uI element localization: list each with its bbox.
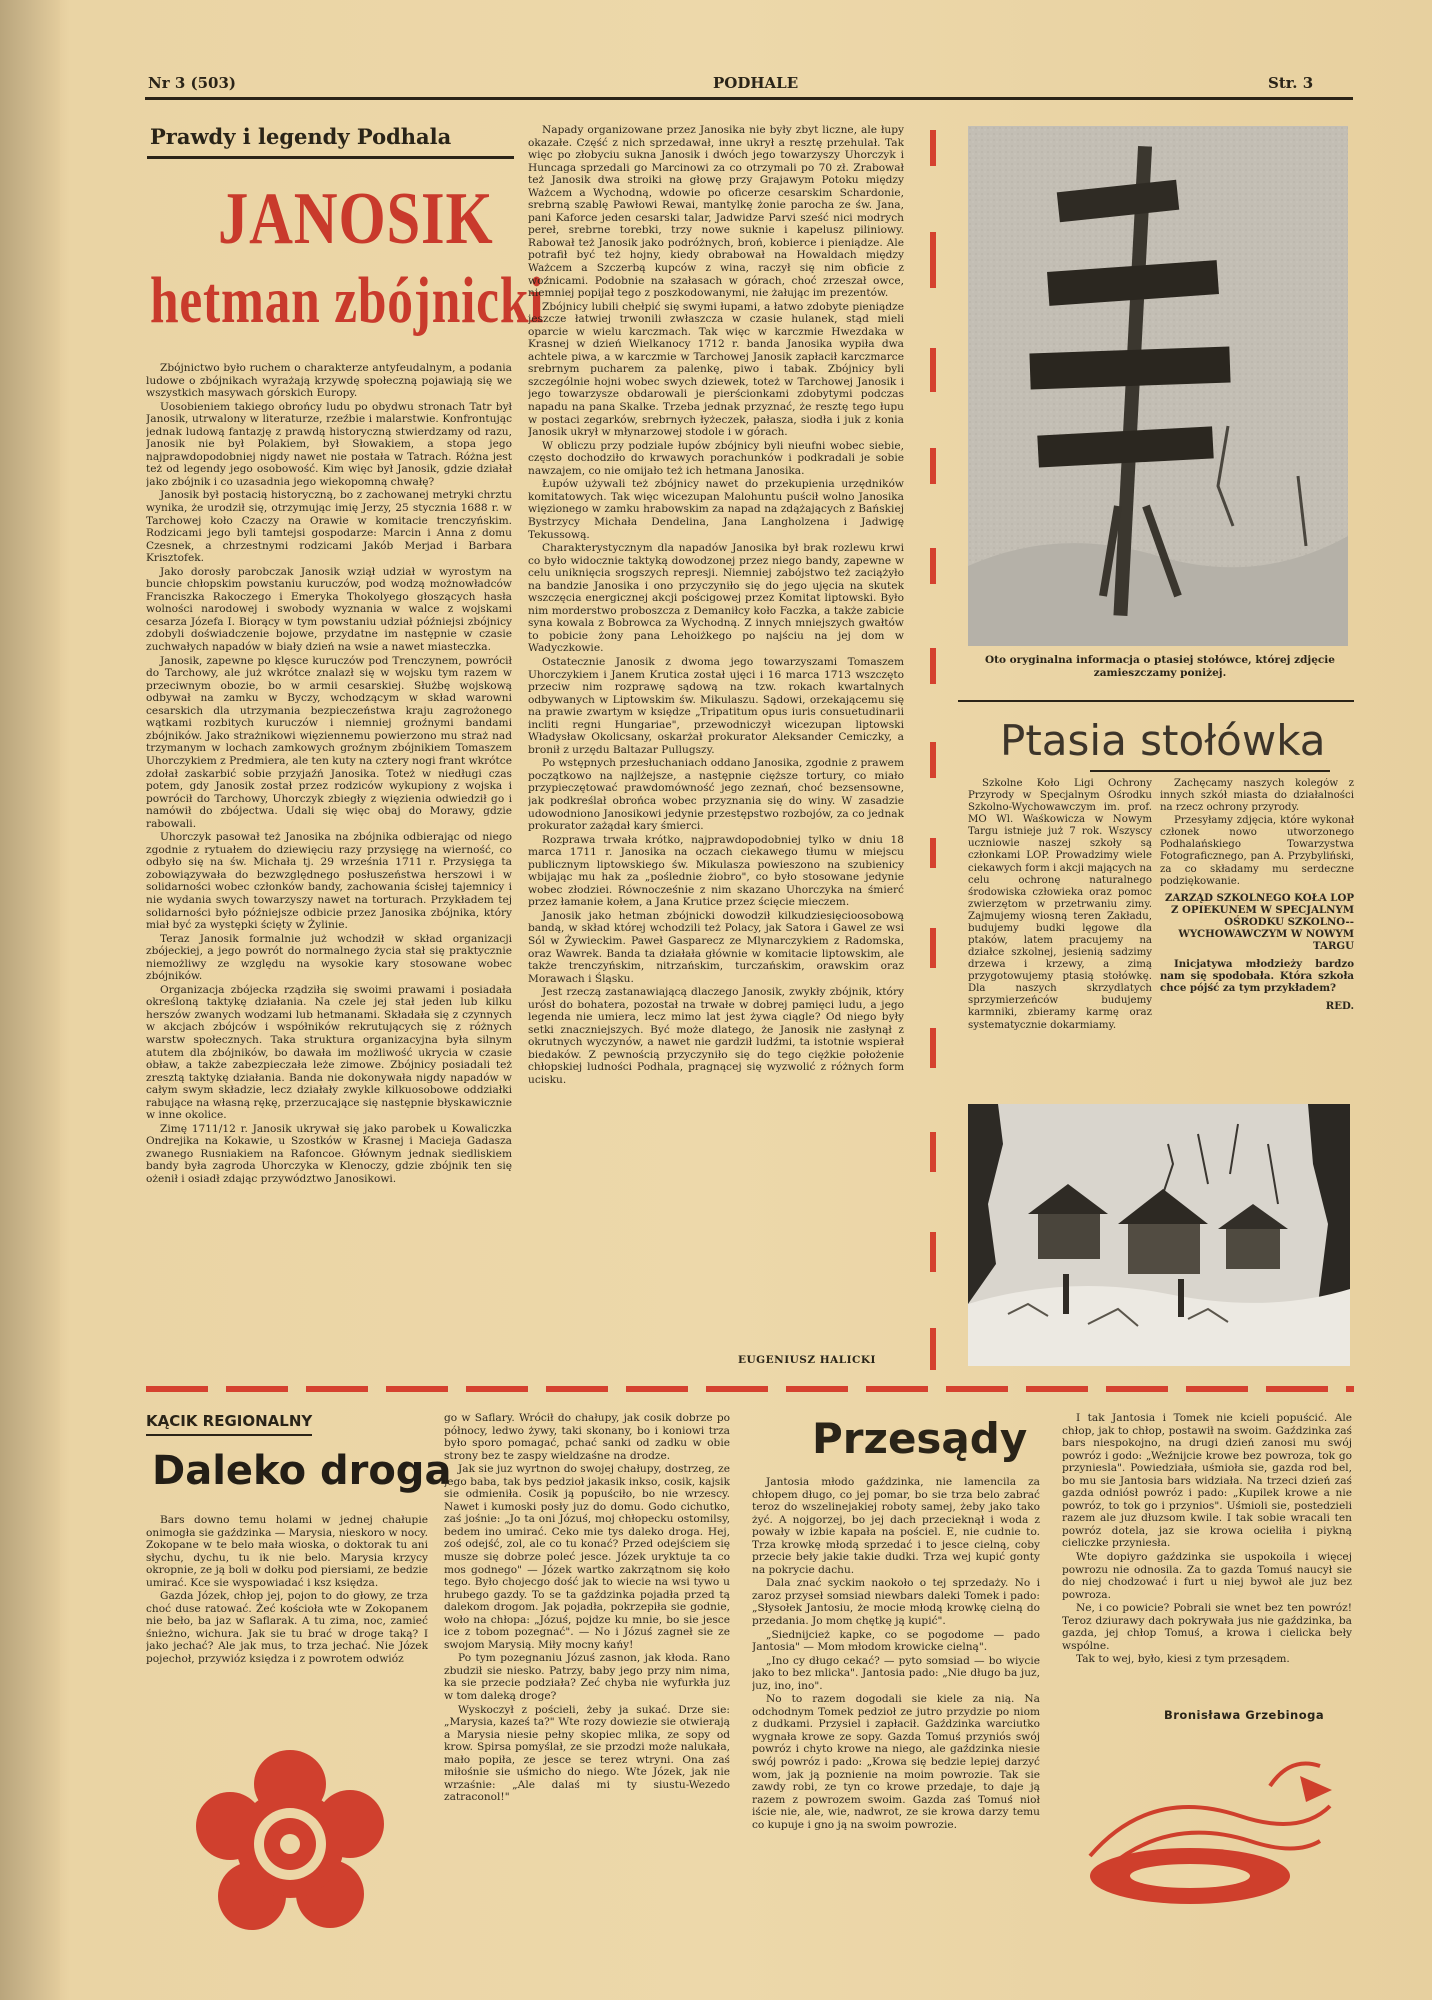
winter-village-illustration [968,1104,1350,1366]
red-dashed-divider [146,1386,1354,1392]
daleko-column-2 [444,1412,730,1852]
paragraph: Uhorczyk pasował też Janosika na zbójnika odbierając od niego zgodnie z rytuałem do dziewięciu razy przysięgę na wierność, co odbyło się na św. Michała tj. 29 września 1711 r. Przysięga ta zobowiązywała do bezwzględnego posłuszeństwa herszowi i w solidarności wobec członków bandy, zachowania ścisłej tajemnicy i nie wydania swych towarzyszy nawet na torturach. Przykładem tej solidarności było późniejsze odbicie przez Janosika zbójnika, który miał być za występki ścięty w Żylinie. [146,831,512,932]
paragraph: Janosik był postacią historyczną, bo z zachowanej metryki chrztu wynika, że urodził się, otrzymując imię Jerzy, 25 stycznia 1688 r. w Tarchowej koło Czaczy na Orawie w komitacie trenczyńskim. Rodzicami jego byli tamtejsi gospodarze: Marcin i Anna z domu Czesnek, a chrzestnymi rodzicami Jakób Merjad i Barbara Krisztofek. [146,489,512,565]
title-underline [1090,770,1330,772]
daleko-droga-title: Daleko droga [152,1448,452,1494]
janosik-title-line2: hetman zbójnicki [150,264,545,337]
header-rule [145,97,1353,100]
paragraph: Po tym pozegnaniu Józuś zasnon, jak kłoda. Rano zbudził sie niesko. Patrzy, baby jego przy nim nima, ka sie przecie podziała? Zeć chyba nie wyfurkła juz w tom daleką droge? [444,1652,730,1703]
red-divider [930,130,936,166]
regional-corner-label: KĄCIK REGIONALNY [146,1412,313,1430]
binding-spine [0,0,60,2000]
janosik-title-line1: JANOSIK [218,178,494,260]
paragraph: Wyskoczył z pościeli, żeby ja sukać. Drze sie: „Marysia, kaześ ta?" Wte rozy dowiezie sie otwierają a Marysia niesie pełny skopiec mlika, ze sopy od krow. Spirsa pomyślał, ze sie przodzi może nalukała, mało popiła, ze jesce se terez wtryni. Ona zaś miłośnie sie uśmicho do niego. Wte Józek, jak nie wrzaśnie: „Ale dalaś mi ty siustu-Wezedo zatraconol!" [444,1703,730,1804]
paragraph: Gazda Józek, chłop jej, pojon to do głowy, ze trza choć duse ratować. Żeć kościoła wte w Zokopanem nie beło, ba jaz w Saflarak. A tu zima, noc, zamieć śnieżno, wichura. Jak sie tu brać w droge taką? I jako jechać? Ale jak mus, to trza jechać. Nie Józek pojechoł, przywióz księdza i z powrotem odwióz [146,1590,428,1666]
janosik-column-1 [146,362,512,1362]
photo-winter-village [968,1104,1350,1366]
przesady-column-2 [1062,1412,1352,1702]
janosik-author: EUGENIUSZ HALICKI [738,1354,876,1366]
label-underline [146,1434,312,1436]
ptasia-title: Ptasia stołówka [1000,716,1326,765]
przesady-title: Przesądy [812,1414,1028,1463]
janosik-column-2 [528,124,904,1344]
paragraph: I tak Jantosia i Tomek nie kcieli popuścić. Ale chłop, jak to chłop, postawił na swoim. Gaździnka zaś bars niespokojno, na drugi dzień zanosi mu swój powróz i godo: „Weźnijcie krowe bez powroza, tok go przyniesla". Powiedziała, uśmioła sie, gazda rod bel, bo mu sie Jantosia bars widziała. Na trzeci dzień zaś gazda odniósł powróz i pado: „Kupilek krowe a nie powróz, to tok go i przynios". Uśmioli sie, postedzieli razem ale juz dłuzsom kwile. I tak sobie wracali ten powróz dotela, jaz sie krowa ocieliła i piykną cieliczke przyniesła. [1062,1412,1352,1550]
paragraph: Dala znać syckim naokoło o tej sprzedaży. No i zaroz przyseł somsiad niewbars daleki Tomek i pado: „Słysołek Jantosiu, że mocie młodą krowkę cielną do przedania. Jo mom chętkę ją kupić". [752,1577,1040,1628]
przesady-author: Bronisława Grzebinoga [1164,1708,1325,1722]
red-divider [930,1132,936,1172]
paragraph: Napady organizowane przez Janosika nie były zbyt liczne, ale łupy okazałe. Część z nich sprzedawał, inne ukrył a resztę przehulał. Tak więc po złobyciu sukna Janosik i dwóch jego towarzyszy Uhorczyk i Huncaga sprzedali go Marcinowi za co otrzymali po 70 zł. Zrabował też Janosik dwa stroiki na głowę przy Grajawym Potoku między Ważcem a Wychodną, wdowie po oficerze cesarskim Schardonie, srebrną szablę Pawłowi Rewai, mantylkę żonie parocha ze św. Jana, pani Kaforce jeden cesarski talar, Jadwidze Parvi sześć nici modrych pereł, srebrne torebki, trzy nowe suknie i kapelusz piliniowy. Rabował też Janosik jako podróżnych, broń, kobierce i pieniądze. Ale potrafił być też hojny, kiedy obrabował na Howaldach między Ważcem a Szczerbą kupców z wina, raczył się nim obficie z woźnicami. Podobnie na szałasach w górach, choć zrzeszał owce, niemniej popijał tego z poszkodowanymi, nie żałując im prezentów. [528,124,904,300]
issue-number: Nr 3 (503) [148,74,237,92]
paragraph: Wte dopiyro gaździnka sie uspokoila i więcej powrozu nie odnosila. Za to gazda Tomuś naucył sie do niej chodzować i furt u niej bywoł ale juz bez powroza. [1062,1551,1352,1601]
red-divider [930,838,936,868]
paragraph: Szkolne Koło Ligi Ochrony Przyrody w Specjalnym Ośrodku Szkolno-Wychowawczym im. prof. MO Wl. Waśkowicza w Nowym Targu istnieje już 7 rok. Wszyscy uczniowie naszej szkoły są członkami LOP. Prowadzimy wiele ciekawych form i akcji mających na celu ochronę naturalnego środowiska człowieka oraz pomoc zwierzętom w przetrwaniu zimy. Zajmujemy wiosną teren Zakładu, budujemy budki lęgowe dla ptaków, latem pracujemy na działce szkolnej, jesienią sadzimy drzewa i krzewy, a zimą przygotowujemy ptasią stołówkę. Dla naszych skrzydlatych sprzymierzeńców budujemy karmniki, zbieramy karmę oraz systematycznie dokarmiamy. [968,778,1152,1031]
daleko-column-1 [146,1514,428,1742]
paper-name: PODHALE [713,74,799,92]
ptasia-column-2 [1160,778,1354,1098]
paragraph: Teraz Janosik formalnie już wchodził w skład organizacji zbójeckiej, a jego powrót do normalnego życia stał się praktycznie niemożliwy ze względu na wysokie kary stosowane wobec zbójników. [146,932,512,983]
red-divider [930,648,936,684]
ptasia-closing: Inicjatywa młodzieży bardzo nam się spodobała. Która szkoła chce pójść za tym przykładem? [1160,958,1354,995]
ptasia-column-1 [968,778,1152,1098]
paragraph: Jako dorosły parobczak Janosik wziął udział w wyrostym na buncie chłopskim powstaniu kuruczów, pod wodzą możnowładców Franciszka Rakoczego i Emeryka Thokolyego głoszących hasła wolności narodowej i swobody wyznania w walce z wojskami cesarza Józefa I. Biorący w tym powstaniu udział późniejsi zbójnicy zdobyli doświadczenie bojowe, przydatne im następnie w czasie zuchwałych napadów w biały dzień na wsie a nawet miasteczka. [146,565,512,654]
paragraph: Łupów używali też zbójnicy nawet do przekupienia urzędników komitatowych. Tak więc wicezupan Malohuntu puścił wolno Janosika więzionego w zamku hrabowskim za napad na zdążających z Bańskiej Bystrzycy Michała Dendelina, Jana Langholzena i Jadwigę Tekussową. [528,478,904,541]
red-flower-ornament [190,1744,390,1944]
red-divider [930,232,936,288]
red-ornament-swirl [1070,1746,1350,1916]
red-divider [930,928,936,968]
paragraph: Janosik jako hetman zbójnicki dowodził kilkudziesięcioosobową bandą, w skład której wchodzili też Polacy, jak Satora i Gawel ze wsi Sól w Żywieckim. Paweł Gasparecz ze Mlynarczykiem z Radomska, oraz Wawrek. Banda ta działała głównie w komitacie liptowskim, ale także trenczyńskim, nitrzańskim, turczańskim, orawskim oraz Morawach i Śląsku. [528,909,904,985]
photo-caption: Oto oryginalna informacja o ptasiej stołówce, której zdjęcie zamieszczamy poniżej. [985,654,1335,680]
paragraph: No to razem dogodali sie kiele za nią. Na odchodnym Tomek pedzioł ze jutro przydzie po niom z dudkami. Przysiel i zapłacił. Gaździnka warciutko wygnała krowe ze sopy. Gazda Tomuś przyniós swój powróz i chyto krowe na niego, ale gaździnka niesie swój powróz i pado: „Krowa się bedzie lepiej darzyć wom, jak ją poznienie na moim powrozie. Tak sie zawdy robi, ze tyn co krowe przedaje, to daje ją razem z powrozem swoim. Gazda zaś Tomuś nioł iście nie, ale, wie, nadwrot, ze sie krowa darzy temu co kupuje i gno ją na swoim powrozie. [752,1693,1040,1831]
paragraph: Przesyłamy zdjęcia, które wykonał członek nowo utworzonego Podhalańskiego Towarzystwa Fotograficznego, pan A. Przybyliński, za co składamy mu serdeczne podziękowanie. [1160,815,1354,887]
section-rule [958,700,1354,702]
paragraph: Charakterystycznym dla napadów Janosika był brak rozlewu krwi co było widocznie taktyką dowodzonej przez niego bandy, zapewne w celu uniknięcia srogszych represji. Niemniej zabójstwo też zaciążyło na bandzie Janosika i ono przyczyniło się do jego ujęcia na skutek wszczęcia energicznej akcji pościgowej przez Komitat liptowski. Było nim morderstwo proboszcza z Demaniłcy koło Faczka, a także zabicie syna kowala z Bobrowca za Wychodną. Z innych mniejszych gwałtów to pobicie żony pana Lehoiżkego po najściu na jej dom w Wadyczkowie. [528,542,904,655]
paragraph: Zimę 1711/12 r. Janosik ukrywał się jako parobek u Kowaliczka Ondrejika na Kokawie, u Szostków w Krasnej i Macieja Gadasza zwanego Rusniakiem na Rafoncoe. Głównym jednak siedliskiem bandy była zagroda Uhorczyka w Klenoczy, gdzie zbójnik ten się ożenił i osiadł zdając przywództwo Janosikowi. [146,1122,512,1185]
paragraph: Jest rzeczą zastanawiającą dlaczego Janosik, zwykły zbójnik, który urósł do bohatera, pozostał na trwałe w dobrej pamięci ludu, a jego legenda nie umiera, lecz mimo lat jest żywa ciągle? Od niego były setki znaczniejszych. Być może dlatego, że Janosik nie zasłynął z okrutnych wyczynów, a nawet nie gardził ludźmi, ta istotnie wspierał biedaków. Z pewnością przyczyniło się do tego ciężkie położenie chłopskiej ludności Podhala, pragnącej się wyzwolić z różnych form ucisku. [528,986,904,1087]
paragraph: Zbójnictwo było ruchem o charakterze antyfeudalnym, a podania ludowe o zbójnikach wyrażają krzywdę społeczną pojawiają się we wszystkich masywach górskich Europy. [146,362,512,400]
paragraph: Jantosia młodo gaździnka, nie lamencila za chłopem długo, co jej pomar, bo sie trza belo zabrać teroz do wszelinejakiej roboty samej, żeby jako tako żyć. A nojgorzej, bo jej dach przecieknął i woda z powały w izbie kapała na pościel. E, nie cudnie to. Trza krowkę młodą sprzedać i to jesce cielną, coby przecie beły jakie takie dudki. Trza wej kupić gonty na pokrycie dachu. [752,1476,1040,1576]
paragraph: Tak to wej, było, kiesi z tym przesądem. [1076,1653,1290,1666]
paragraph: Zbójnicy lubili chełpić się swymi łupami, a łatwo zdobyte pieniądze jeszcze łatwiej trwonili zwłaszcza w czasie hulanek, stąd mieli oparcie w wielu karczmach. Tak więc w karczmie Hwezdaka w Krasnej w dzień Wielkanocy 1712 r. banda Janosika wypiła dwa achtele piwa, a w karczmie w Tarchowej Janosik zapłacił karczmarce srebrnym pucharem za palenkę, piwo i tabak. Zbójnicy byli szczególnie hojni wobec swych dziewek, toteż w Tarchowej Janosik i jego towarzysze obdarowali je pierścionkami zdobytymi podczas napadu na pana Skalke. Trzeba jednak przyznać, że resztę tego łupu w postaci zegarków, srebrnych łyżeczek, pałasza, siodła i juk z konia Janosik ukrył w młynarzowej stodole i w górach. [528,300,904,439]
paragraph: W obliczu przy podziale łupów zbójnicy byli nieufni wobec siebie, często dochodziło do krwawych porachunków i podkradali je sobie nawzajem, co nie omijało też ich hetmana Janosika. [528,439,904,477]
paragraph: Bars downo temu holami w jednej chałupie onimogła sie gaździnka — Marysia, nieskoro w nocy. Zokopane w te belo mała wioska, o doktorak tu ani słychu, dychu, tu ik nie belo. Marysia krzycy okropnie, ze ją boli w dołku pod piersiami, ze bedzie umirać. Kce sie wyspowiadać i ksz księdza. [146,1514,428,1589]
paragraph: „Ino cy długo cekać? — pyto somsiad — bo wiycie jako to bez mlicka". Jantosia pado: „Nie długo ba juz, juz, ino, ino". [752,1654,1040,1692]
red-divider [930,348,936,392]
paragraph: Ne, i co powicie? Pobrali sie wnet bez ten powróz! Teroz dziurawy dach pokrywała jus nie gaździnka, ba gazda, jej chłop Tomuś, a krowa i cielicka beły wspólne. [1062,1602,1352,1652]
paragraph: go w Saflary. Wrócił do chałupy, jak cosik dobrze po północy, ledwo żywy, taki skonany, bo i koniowi trza było sporo pomagać, pchać sanki od zadku w obie strony bez te zaspy wieldzaśne na drodze. [444,1412,730,1462]
ptasia-sign: RED. [1325,1000,1354,1013]
sign-post-illustration [968,126,1348,646]
paragraph: „Siednijcież kapke, co se pogodome — pado Jantosia" — Mom młodom krowicke cielną". [752,1628,1040,1654]
paragraph: Janosik, zapewne po klęsce kuruczów pod Trenczynem, powrócił do Tarchowy, ale już wkrótce znalazł się w wojsku tym razem w przeciwnym obozie, bo w armii cesarskiej. Służbę wojskową odbywał na zamku w Byczy, wchodzącym w skład warowni cesarskich dla utrzymania bezpieczeństwa kraju zagrożonego wątkami rozbitych kuruczów i niemniej groźnymi bandami zbójników. Jako strażnikowi więziennemu powierzono mu straż nad trzymanym w lochach zamkowych groźnym zbójnikiem Tomaszem Uhorczykiem z Predmiera, ale ten kuty na cztery nogi frant wkrótce zdołał zaskarbić sobie przyjaźń Janosika. Toteż w niedługi czas potem, gdy Janosik został przez rodziców wykupiony z wojska i powrócił do Tarchowy, Uhorczyk zbiegły z więzienia odwiedził go i namówił do zbójectwa. Udali się więc obaj do Morawy, gdzie rabowali. [146,654,512,830]
red-divider [930,1232,936,1272]
red-divider [930,548,936,584]
paragraph: Po wstępnych przesłuchaniach oddano Janosika, zgodnie z prawem początkowo na najlżejsze, a następnie cięższe tortury, co miało przypieczętować prawdomówność jego zeznań, choć bezsensowne, jak podkreślał obrońca wobec przyznania się do winy. W zasadzie udowodniono Janosikowi jedynie przestępstwo rozbojów, za co jednak prokurator zażądał kary śmierci. [528,757,904,833]
kicker-rule [147,156,514,159]
ptasia-board-signature: ZARZĄD SZKOLNEGO KOŁA LOP Z OPIEKUNEM W SPECJALNYM OŚRODKU SZKOLNO--WYCHOWAWCZYM W NOWYM TARGU [1165,891,1354,953]
paragraph: Rozprawa trwała krótko, najprawdopodobniej tylko w dniu 18 marca 1711 r. Janosika na oczach ciekawego tłumu w miejscu publicznym liptowskiego św. Mikulasza powieszono na szubienicy wbijając mu hak za „poślednie żiobro", co było stosowane jedynie wobec złodziei. Równocześnie z nim skazano Uhorczyka na śmierć przez łamanie kołem, a Jana Krutice przez ścięcie mieczem. [528,833,904,909]
paragraph: Jak sie juz wyrtnon do swojej chałupy, dostrzeg, ze jego baba, tak bys pedzioł jakasik inkso, cosik, kajsik sie odmieniła. Cosik ją popuściło, bo nie wrzescy. Nawet i kumoski posły juz do domu. Godo cichutko, zaś jośnie: „Jo ta oni Józuś, moj chłopecku ostomilsy, bedem ino umirać. Ceko mie tys daleko droga. Hej, zoś odejść, zol, ale co tu konać? Przed odejściem się musze się dobrze poleć jesce. Józek uryktuje ta co mos godnego" — Józek wartko zakrzątnom się koło tego. Było chojecgo dość jak to wiecie na wsi tywo u hrubego gazdy. To se ta gaździnka pojadła przed tą dalekom drogom. Jak pojadła, pokrzepiła sie godnie, woło na chłopa: „Józuś, pojdze ku mnie, bo sie jesce ice z tobom pozegnać". — No i Józuś zagneł sie ze swojom Marysią. Miły mocny kańy! [444,1463,730,1651]
przesady-column-1 [752,1476,1040,1856]
red-divider [930,742,936,778]
red-divider [930,448,936,484]
photo-sign-post [968,126,1348,646]
paragraph: Uosobieniem takiego obrońcy ludu po obydwu stronach Tatr był Janosik, utrwalony w literaturze, rzeźbie i malarstwie. Konfrontując jednak ludową fantazję z prawdą historyczną stwierdzamy od razu, Janosik nie był Polakiem, był Słowakiem, a stopa jego najprawdopodobniej nigdy nawet nie postała w Tatrach. Różna jest też od legendy jego osobowość. Kim więc był Janosik, gdzie działał jako zbójnik i co uzasadnia jego wiekopomną chwałę? [146,400,512,488]
paragraph: Organizacja zbójecka rządziła się swoimi prawami i posiadała określoną taktykę działania. Na czele jej stał jeden lub kilku herszów zwanych wodzami lub hetmanami. Składała się z czynnych w akcjach zbójców i współników rekrutujących się z różnych warstw społecznych. Taka struktura organizacyjna była silnym atutem dla zbójników, bo dawała im możliwość ukrycia w czasie obław, a także zabezpieczała leże zimowe. Zbójnicy posiadali też zresztą taktykę działania. Banda nie dokonywała nigdy napadów w całym swym składzie, lecz działały zwykle kilkuosobowe oddziałki rabujące na własną rękę, przerzucające się następnie błyskawicznie w inne okolice. [146,983,512,1122]
page-number: Str. 3 [1268,74,1314,92]
red-divider [930,1328,936,1370]
paragraph: Zachęcamy naszych kolegów z innych szkół miasta do działalności na rzecz ochrony przyrody. [1160,778,1354,814]
paragraph: Ostatecznie Janosik z dwoma jego towarzyszami Tomaszem Uhorczykiem i Janem Krutica został ujęci i 16 marca 1713 wszczęto przeciw nim rozprawę sądową na tzw. rokach kwartalnych odbywanych w Liptowskim św. Mikulaszu. Sądowi, orzekającemu się na prawie zwartym w księdze „Tripatitum opus iuris consuetudinarii incliti regni Hungariae", przewodniczył wicezupan liptowski Władysław Okolicsany, oskarżał prokurator Aleksander Cemiczky, a bronił z urzędu Baltazar Pullugszy. [528,655,904,756]
red-divider [930,1028,936,1068]
janosik-kicker: Prawdy i legendy Podhala [150,124,452,149]
